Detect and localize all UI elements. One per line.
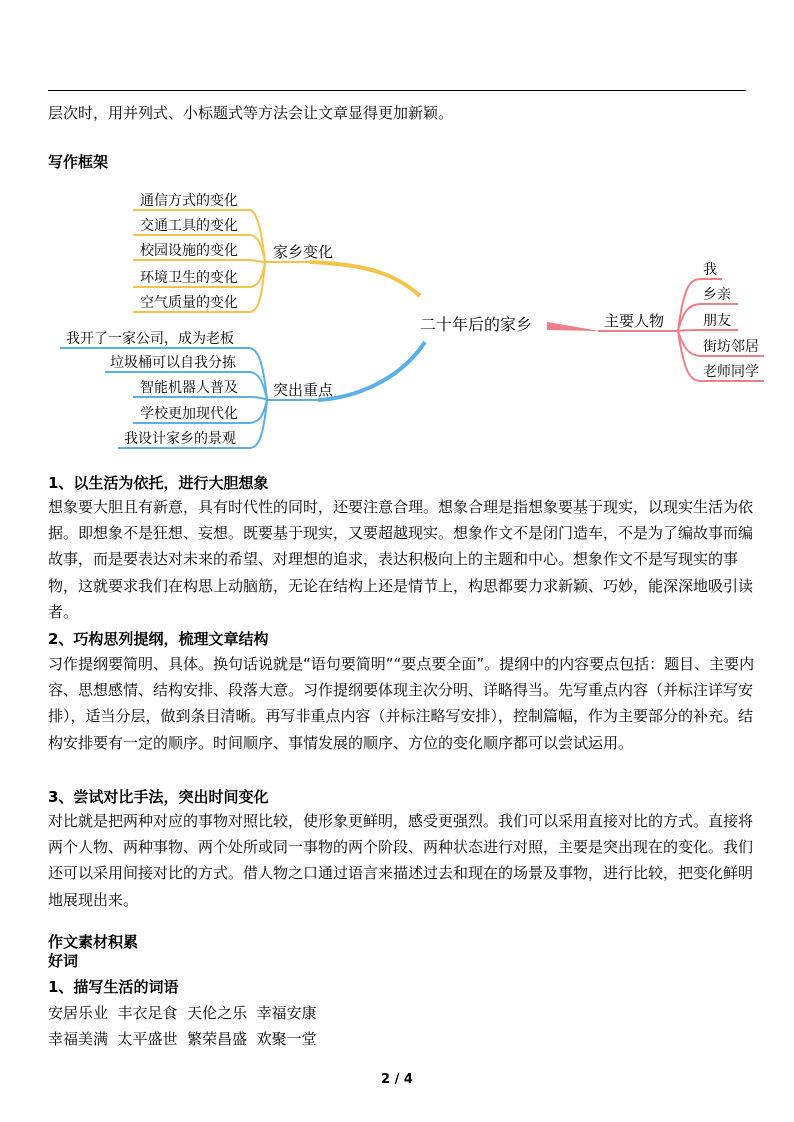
tip-body-3: 对比就是把两种对应的事物对照比较，使形象更鲜明，感受更强烈。我们可以采用直接对比的方式。直接将两个人物、两种事物、两个处所或同一事物的两个阶段、两种状态进行对照，主要是突出现在的变化。我们还可以采用间接对比的方式。借人物之口通过语言来描述过去和现在的场景及事物，进行比较，把变化鲜明地展现出来。 <box>48 812 754 909</box>
tip-heading-1: 1、以生活为依托，进行大胆想象 <box>48 474 269 492</box>
tip-heading-2: 2、巧构思列提纲，梳理文章结构 <box>48 630 269 648</box>
mindmap-branch-label-changes: 家乡变化 <box>273 243 334 261</box>
header-rule <box>48 90 746 91</box>
mindmap <box>0 175 794 460</box>
words-line-2: 幸福美满 太平盛世 繁荣昌盛 欢聚一堂 <box>48 1030 317 1048</box>
mindmap-branch-label-characters: 主要人物 <box>604 312 665 330</box>
mindmap-branch-label-highlights: 突出重点 <box>273 381 334 399</box>
page-number: 2 / 4 <box>381 1072 413 1087</box>
mindmap-leaf: 空气质量的变化 <box>140 295 238 311</box>
mindmap-leaf: 我设计家乡的景观 <box>124 431 236 447</box>
mindmap-leaf: 乡亲 <box>703 287 731 303</box>
subsection-words-heading: 好词 <box>48 952 79 970</box>
mindmap-leaf: 通信方式的变化 <box>140 193 238 209</box>
mindmap-leaf: 街坊邻居 <box>703 339 759 355</box>
mindmap-leaf: 环境卫生的变化 <box>140 270 238 286</box>
words-category-heading: 1、描写生活的词语 <box>48 978 179 996</box>
tip-body-1: 想象要大胆且有新意，具有时代性的同时，还要注意合理。想象合理是指想象要基于现实，以现实生活为依据。即想象不是狂想、妄想。既要基于现实，又要超越现实。想象作文不是闭门造车，不是为了编故事而编故事，而是要表达对未来的希望、对理想的追求，表达积极向上的主题和中心。想象作文不是写现实的事物，这就要求我们在构思上动脑筋，无论在结构上还是情节上，构思都要力求新颖、巧妙，能深深地吸引读者。 <box>48 498 754 621</box>
words-line-1: 安居乐业 丰衣足食 天伦之乐 幸福安康 <box>48 1004 317 1022</box>
intro-line: 层次时，用并列式、小标题式等方法会让文章显得更加新颖。 <box>48 104 454 122</box>
section-framework-heading: 写作框架 <box>48 153 109 171</box>
mindmap-leaf: 校园设施的变化 <box>140 243 238 259</box>
mindmap-leaf: 学校更加现代化 <box>140 406 238 422</box>
section-materials-heading: 作文素材积累 <box>48 933 139 951</box>
mindmap-leaf: 交通工具的变化 <box>140 218 238 234</box>
mindmap-center: 二十年后的家乡 <box>420 315 533 334</box>
mindmap-leaf: 朋友 <box>703 313 731 329</box>
tip-body-2: 习作提纲要简明、具体。换句话说就是“语句要简明”“要点要全面”。提纲中的内容要点包括：题目、主要内容、思想感情、结构安排、段落大意。习作提纲要体现主次分明、详略得当。先写重点内容（并标注详写安排），适当分层，做到条目清晰。再写非重点内容（并标注略写安排），控制篇幅，作为主要部分的补充。结构安排要有一定的顺序。时间顺序、事情发展的顺序、方位的变化顺序都可以尝试运用。 <box>48 655 755 752</box>
mindmap-leaf: 我 <box>703 262 717 278</box>
tip-heading-3: 3、尝试对比手法，突出时间变化 <box>48 788 269 806</box>
mindmap-leaf: 智能机器人普及 <box>140 380 238 396</box>
mindmap-leaf: 我开了一家公司，成为老板 <box>66 331 234 347</box>
mindmap-leaf: 垃圾桶可以自我分拣 <box>110 355 236 371</box>
mindmap-leaf: 老师同学 <box>703 364 759 380</box>
